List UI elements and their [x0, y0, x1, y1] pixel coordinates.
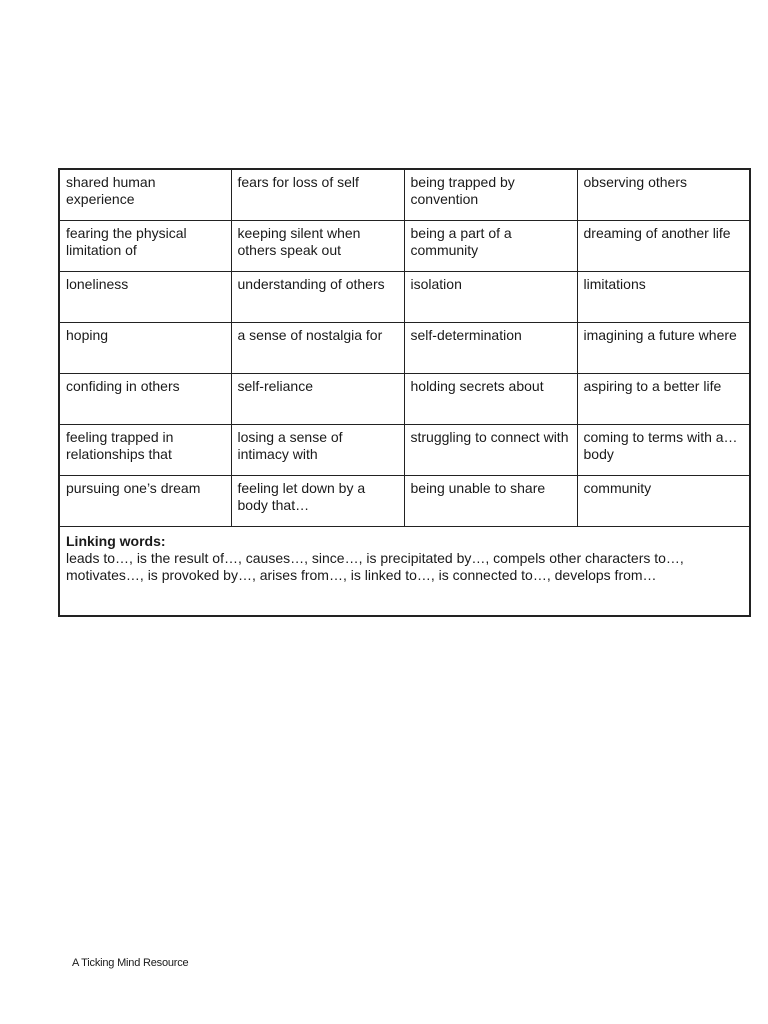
table-cell: holding secrets about [404, 373, 577, 424]
linking-words-row [59, 526, 750, 616]
table-row [59, 373, 750, 424]
table-cell: being trapped by convention [404, 169, 577, 220]
linking-words-text: leads to…, is the result of…, causes…, since…, is precipitated by…, compels other characters to…, motivates…, is provoked by…, arises from…, is linked to…, is connected to…, develops from… [66, 549, 684, 583]
table-row [59, 271, 750, 322]
table-cell: limitations [577, 271, 750, 322]
table-cell: pursuing one’s dream [59, 475, 231, 526]
table-cell: being a part of a community [404, 220, 577, 271]
table-cell: fearing the physical limitation of [59, 220, 231, 271]
table-cell: understanding of others [231, 271, 404, 322]
table-cell: struggling to connect with [404, 424, 577, 475]
table-cell: confiding in others [59, 373, 231, 424]
table-cell: feeling let down by a body that… [231, 475, 404, 526]
footer-credit: A Ticking Mind Resource [72, 957, 189, 969]
table-cell: dreaming of another life [577, 220, 750, 271]
table-cell: being unable to share [404, 475, 577, 526]
table-cell: self-reliance [231, 373, 404, 424]
table-cell: feeling trapped in relationships that [59, 424, 231, 475]
table-cell: keeping silent when others speak out [231, 220, 404, 271]
table-cell: coming to terms with a… body [577, 424, 750, 475]
table-cell: aspiring to a better life [577, 373, 750, 424]
table-cell: imagining a future where [577, 322, 750, 373]
table-cell: observing others [577, 169, 750, 220]
table-cell: fears for loss of self [231, 169, 404, 220]
table-cell: shared human experience [59, 169, 231, 220]
table-row [59, 322, 750, 373]
table-cell: loneliness [59, 271, 231, 322]
linking-words-cell [59, 526, 750, 616]
table-cell: hoping [59, 322, 231, 373]
table-row [59, 424, 750, 475]
table-cell: self-determination [404, 322, 577, 373]
table-row [59, 169, 750, 220]
table-cell: isolation [404, 271, 577, 322]
table-cell: losing a sense of intimacy with [231, 424, 404, 475]
linking-words-title: Linking words: [66, 532, 166, 549]
table-row [59, 220, 750, 271]
table-row [59, 475, 750, 526]
table-cell: a sense of nostalgia for [231, 322, 404, 373]
table-cell: community [577, 475, 750, 526]
theme-table [58, 168, 751, 617]
